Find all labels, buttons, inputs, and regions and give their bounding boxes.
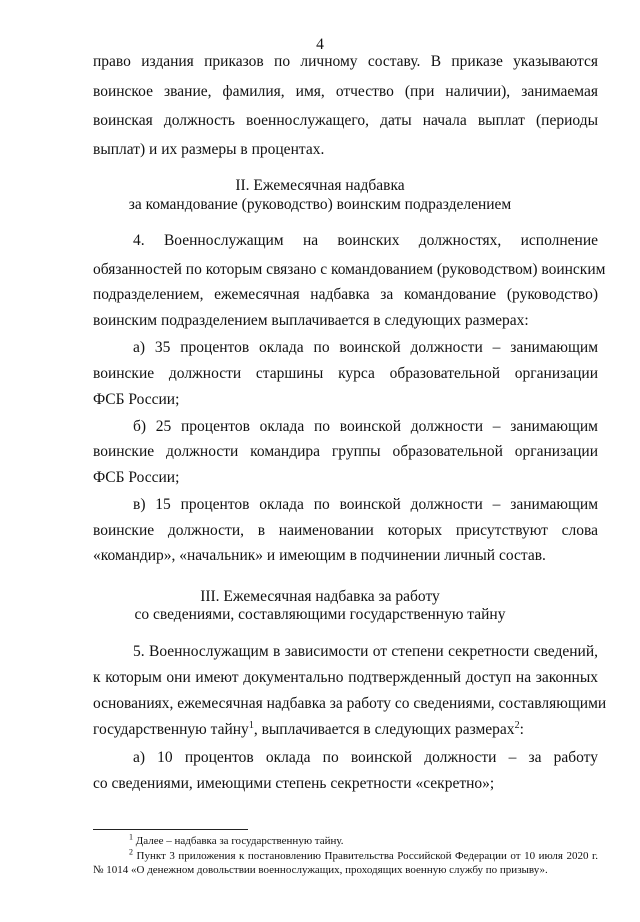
text-line: 5. Военнослужащим в зависимости от степени секретности сведений,	[133, 643, 598, 660]
text-line: ФСБ России;	[93, 391, 180, 408]
footnote-2	[129, 849, 598, 863]
footnote-text: Пункт 3 приложения к постановлению Правительства Российской Федерации от 10 июля 2020 г.	[133, 850, 598, 862]
text-line: воинские должности, в наименовании которых присутствуют слова	[93, 522, 598, 539]
page-number: 4	[316, 36, 324, 53]
text-fragment: :	[519, 721, 524, 738]
text-line: со сведениями, имеющими степень секретности «секретно»;	[93, 775, 495, 792]
text-line: «командир», «начальник» и имеющим в подчинении личный состав.	[93, 547, 546, 564]
text-line	[93, 720, 598, 740]
text-line: ФСБ России;	[93, 469, 180, 486]
text-line: воинское звание, фамилия, имя, отчество (при наличии), занимаемая	[93, 83, 598, 100]
text-line: выплат) и их размеры в процентах.	[93, 141, 325, 158]
text-fragment: государственную тайну	[93, 721, 249, 738]
footnote-separator	[93, 829, 248, 830]
text-line: 4. Военнослужащим на воинских должностях, исполнение	[133, 232, 598, 249]
section-heading: со сведениями, составляющими государственную тайну	[134, 606, 506, 623]
list-item-a: а) 10 процентов оклада по воинской должности – за работу	[133, 749, 598, 766]
text-line: воинским подразделением выплачивается в следующих размерах:	[93, 312, 529, 329]
footnote-2-continuation: № 1014 «О денежном довольствии военнослужащих, проходящих военную службу по призыву».	[93, 864, 548, 876]
list-item-v: в) 15 процентов оклада по воинской должности – занимающим	[133, 496, 598, 513]
text-fragment: , выплачивается в следующих размерах	[253, 721, 515, 738]
list-item-a: а) 35 процентов оклада по воинской должности – занимающим	[133, 339, 598, 356]
text-line: основаниях, ежемесячная надбавка за работу со сведениями, составляющими	[93, 695, 607, 712]
footnote-ref: 1	[248, 719, 254, 731]
section-heading: II. Ежемесячная надбавка	[235, 177, 405, 194]
text-line: к которым они имеют документально подтвержденный доступ на законных	[93, 669, 598, 686]
section-heading: III. Ежемесячная надбавка за работу	[200, 588, 440, 605]
footnote-1	[129, 834, 598, 848]
footnote-text: Далее – надбавка за государственную тайну.	[133, 835, 344, 847]
footnote-mark: 1	[129, 832, 133, 842]
text-line: воинская должность военнослужащего, даты начала выплат (периоды	[93, 112, 598, 129]
text-line: воинские должности старшины курса образовательной организации	[93, 365, 598, 382]
text-line: подразделением, ежемесячная надбавка за командование (руководство)	[93, 286, 598, 303]
list-item-b: б) 25 процентов оклада по воинской должности – занимающим	[133, 418, 598, 435]
text-line: право издания приказов по личному составу. В приказе указываются	[93, 53, 598, 70]
text-line: воинские должности командира группы образовательной организации	[93, 443, 598, 460]
section-heading: за командование (руководство) воинским подразделением	[128, 196, 512, 213]
footnote-ref: 2	[514, 719, 520, 731]
text-line: обязанностей по которым связано с командованием (руководством) воинским	[93, 261, 606, 278]
footnote-mark: 2	[129, 847, 133, 857]
